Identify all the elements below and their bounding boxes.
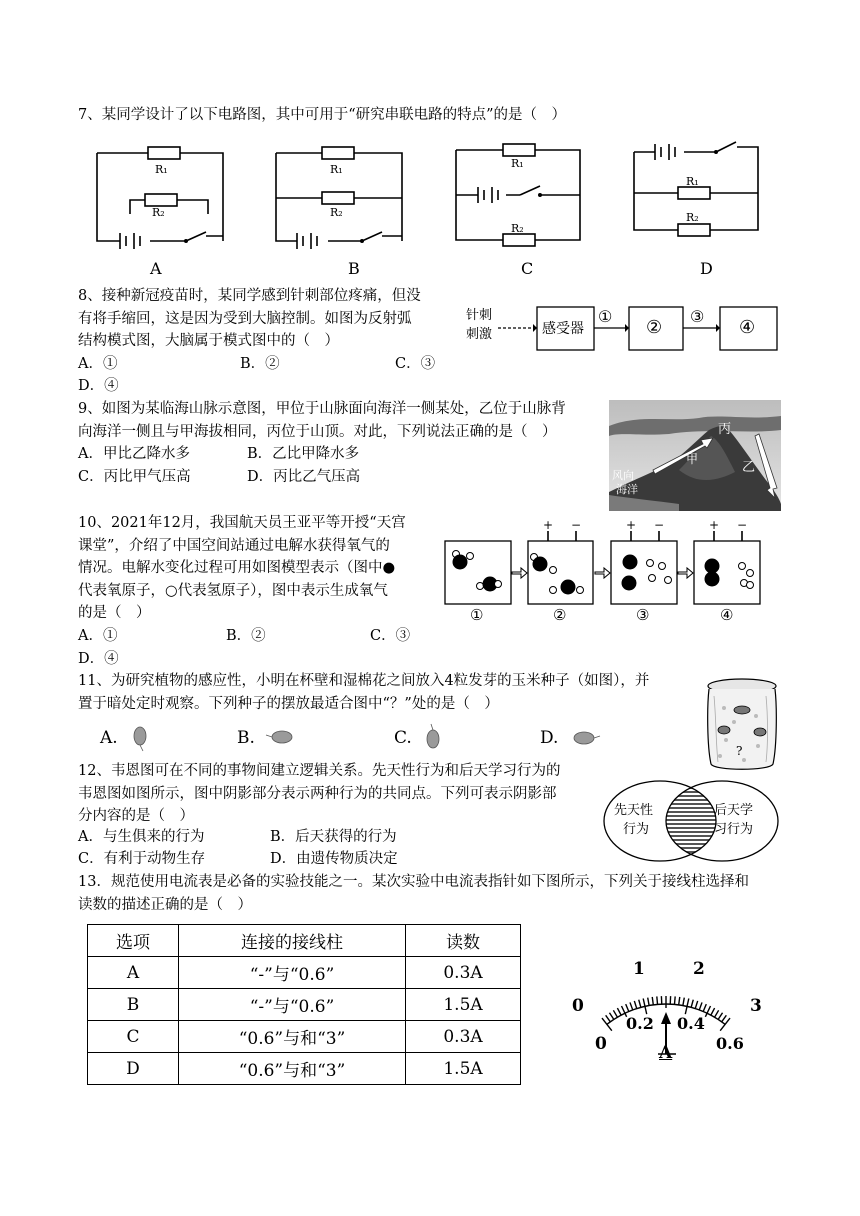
dial-tick (617, 1008, 621, 1015)
q10-stem-line-2: 课堂”，介绍了中国空间站通过电解水获得氧气的 (78, 537, 390, 554)
q13-meter-top-1: 1 (633, 959, 645, 979)
q13-meter-top-3: 3 (750, 996, 762, 1016)
q9-stem-line-2: 向海洋一侧且与甲海拔相同，丙位于山顶。对此，下列说法正确的是（ ） (78, 423, 557, 440)
q11-stem (78, 670, 649, 715)
q9-stem (78, 398, 566, 443)
q12-option-d: D．由遗传物质决定 (270, 851, 398, 867)
q13-meter-top-0: 0 (572, 996, 584, 1016)
dial-tick (626, 1004, 629, 1011)
q8-stimulus-1: 针刺 (466, 308, 493, 323)
table-cell: C (88, 1021, 179, 1053)
q9-stem-line-1: 9、如图为某临海山脉示意图，甲位于山脉面向海洋一侧某处，乙位于山脉背 (78, 401, 566, 417)
dial-tick (711, 1008, 715, 1015)
table-cell: “0.6”与和“3” (179, 1021, 406, 1053)
q9-label-jia: 甲 (686, 452, 699, 466)
dial-tick (634, 1001, 636, 1009)
q9-option-d: D．丙比乙气压高 (247, 469, 361, 485)
dial-tick (652, 997, 653, 1005)
dial-tick (695, 1001, 697, 1009)
q12-right-label-2: 习行为 (714, 822, 754, 837)
q7-d-r2: R₂ (686, 211, 699, 224)
q9-option-a: A．甲比乙降水多 (78, 446, 190, 462)
q11-question-mark: ? (736, 744, 743, 758)
dial-tick (699, 1002, 702, 1010)
dial-tick (720, 1018, 730, 1031)
q11-option-c: C. (394, 728, 412, 748)
table-row (88, 1053, 521, 1085)
q10-plus-4: + (709, 518, 720, 532)
q10-stem (78, 512, 406, 625)
dial-tick (648, 998, 649, 1006)
q7-stem: 7、某同学设计了以下电路图，其中可用于“研究串联电路的特点”的是（ ） (78, 107, 567, 123)
q9-option-b: B．乙比甲降水多 (247, 446, 360, 462)
q13-stem-line-2: 读数的描述正确的是（ ） (78, 896, 252, 913)
q10-stem-line-1: 10、2021年12月，我国航天员王亚平等开授“天宫 (78, 515, 406, 531)
q8-stimulus-2-text: 激 (479, 327, 493, 342)
dial-tick (657, 996, 658, 1004)
q8-option-c: C．③ (395, 356, 436, 372)
q9-label-ocean: 海洋 (616, 483, 638, 496)
table-header-row (88, 925, 521, 957)
q12-left-label-2: 行为 (623, 822, 650, 837)
q10-minus-2: − (571, 518, 582, 532)
q7-label-b: B (348, 259, 360, 278)
q7-label-d: D (700, 259, 713, 278)
q12-left-label-1: 先天性 (614, 803, 654, 818)
q7-b-r2: R₂ (330, 206, 343, 219)
q13-meter-bottom-1: 0.2 (626, 1014, 654, 1033)
dial-tick (674, 996, 675, 1004)
q7-a-r1: R₁ (155, 163, 168, 176)
table-cell: 1.5A (406, 1053, 521, 1085)
q10-minus-3: − (654, 518, 665, 532)
q8-num-4: ④ (739, 317, 756, 338)
q13-option-table (87, 924, 521, 1085)
q8-option-a: A．① (78, 356, 118, 372)
q7-c-r2: R₂ (511, 222, 524, 235)
q10-label-1: ① (470, 606, 484, 624)
q10-label-4: ④ (720, 606, 734, 624)
q8-num-2: ② (646, 317, 663, 338)
table-cell: “-”与“0.6” (179, 957, 406, 989)
q13-meter-unit: A (659, 1043, 673, 1063)
q11-option-d: D. (540, 728, 559, 748)
q10-option-b: B．② (226, 628, 266, 644)
q7-c-r1: R₁ (511, 157, 524, 170)
dial-tick (715, 1010, 719, 1017)
dial-tick (679, 997, 680, 1005)
q10-stem-line-4: 代表氧原子，○代表氢原子），图中表示生成氧气 (78, 582, 388, 599)
q10-plus-3: + (626, 518, 637, 532)
dial-tick (602, 1018, 612, 1031)
q10-stem-line-3: 情况。电解水变化过程可用如图模型表示（图中● (78, 560, 396, 576)
q7-label-c: C (521, 259, 534, 278)
dial-tick (639, 1000, 641, 1008)
table-cell: “0.6”与和“3” (179, 1053, 406, 1085)
q8-receptor: 感受器 (542, 321, 584, 337)
q12-stem-line-3: 分内容的是（ ） (78, 808, 194, 824)
q13-stem (78, 871, 749, 916)
q11-option-a: A. (100, 728, 118, 748)
q8-option-d: D．④ (78, 378, 119, 394)
dial-tick (705, 1006, 710, 1017)
q10-label-2: ② (553, 606, 567, 624)
q13-meter-top-2: 2 (693, 959, 705, 979)
q7-label-a: A (150, 259, 162, 278)
table-cell: D (88, 1053, 179, 1085)
q12-option-a: A．与生俱来的行为 (78, 829, 205, 845)
q10-minus-4: − (737, 518, 748, 532)
table-cell: B (88, 989, 179, 1021)
table-header: 连接的接线柱 (179, 925, 406, 957)
table-row (88, 957, 521, 989)
q10-plus-2: + (543, 518, 554, 532)
q10-option-a: A．① (78, 628, 118, 644)
q9-label-bing: 丙 (718, 422, 732, 437)
q13-meter-bottom-0: 0 (595, 1034, 607, 1054)
table-row (88, 989, 521, 1021)
q13-stem-line-1: 13．规范使用电流表是必备的实验技能之一。某次实验中电流表指针如下图所示，下列关于接线柱选择和 (78, 874, 749, 890)
q10-option-d: D．④ (78, 651, 119, 667)
q8-option-b: B．② (240, 356, 280, 372)
q13-meter-bottom-3: 0.6 (716, 1034, 744, 1053)
table-cell: 0.3A (406, 957, 521, 989)
q8-num-1: ① (598, 307, 613, 326)
dial-tick (606, 1015, 611, 1022)
q11-stem-line-1: 11、为研究植物的感应性，小明在杯壁和湿棉花之间放入4粒发芽的玉米种子（如图），并 (78, 673, 650, 689)
dial-tick (609, 1013, 613, 1020)
q11-option-b: B. (237, 728, 255, 748)
q10-label-3: ③ (636, 606, 650, 624)
q12-stem (78, 760, 560, 828)
q7-a-r2: R₂ (152, 206, 165, 219)
q8-stimulus-2: 刺激 (466, 327, 493, 342)
table-header: 选项 (88, 925, 179, 957)
table-row (88, 1021, 521, 1053)
q10-stem-line-5: 的是（ ） (78, 605, 151, 621)
q12-right-label-1: 后天学 (714, 803, 754, 818)
q8-num-3: ③ (690, 307, 705, 326)
table-cell: “-”与“0.6” (179, 989, 406, 1021)
q9-option-c: C．丙比甲气压高 (78, 469, 191, 485)
q10-option-c: C．③ (370, 628, 411, 644)
q7-b-r1: R₁ (330, 163, 343, 176)
dial-tick (613, 1010, 617, 1017)
q9-label-wind: 风向 (612, 469, 634, 482)
dial-tick (703, 1004, 706, 1011)
dial-tick (718, 1013, 722, 1020)
q7-d-r1: R₁ (686, 175, 699, 188)
table-header: 读数 (406, 925, 521, 957)
q12-stem-line-1: 12、韦恩图可在不同的事物间建立逻辑关系。先天性行为和后天学习行为的 (78, 763, 561, 779)
q12-option-c: C．有利于动物生存 (78, 851, 206, 867)
dial-tick (722, 1015, 727, 1022)
table-cell: 0.3A (406, 1021, 521, 1053)
q8-stem-line-3: 结构模式图，大脑属于模式图中的（ ） (78, 333, 339, 349)
table-cell: A (88, 957, 179, 989)
dial-tick (683, 998, 684, 1006)
dial-tick (691, 1000, 693, 1008)
q12-stem-line-2: 韦恩图如图所示，图中阴影部分表示两种行为的共同点。下列可表示阴影部 (78, 785, 557, 802)
q8-stem-line-2: 有将手缩回，这是因为受到大脑控制。如图为反射弧 (78, 310, 412, 327)
q13-meter-bottom-2: 0.4 (677, 1014, 705, 1033)
dial-tick (630, 1002, 633, 1010)
q9-label-yi: 乙 (742, 460, 756, 475)
q12-option-b: B．后天获得的行为 (270, 829, 397, 845)
table-cell: 1.5A (406, 989, 521, 1021)
q8-stem-line-1: 8、接种新冠疫苗时，某同学感到针刺部位疼痛，但没 (78, 288, 421, 304)
q11-stem-line-2: 置于暗处定时观察。下列种子的摆放最适合图中“？”处的是（ ） (78, 695, 499, 712)
q8-stem (78, 285, 421, 353)
